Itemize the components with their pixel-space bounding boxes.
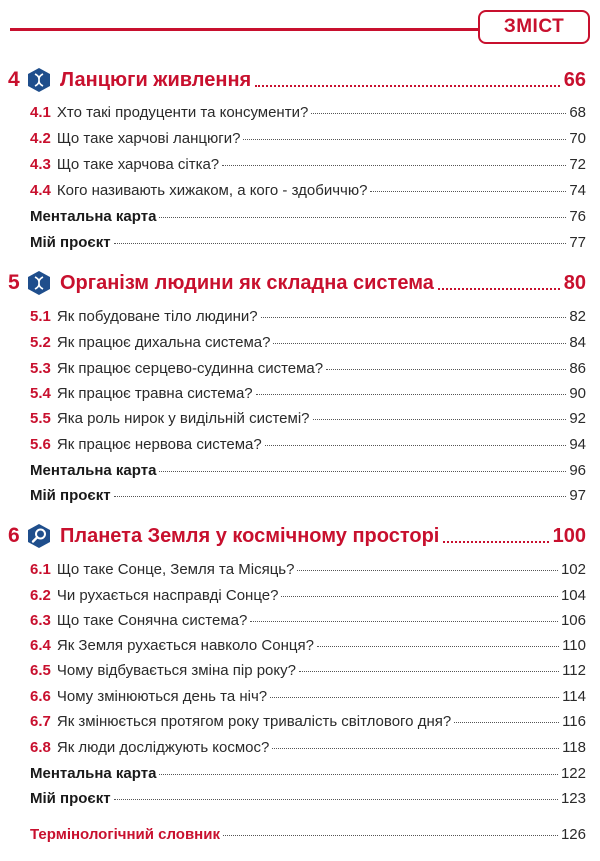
dot-leader (370, 191, 566, 192)
dot-leader (250, 621, 558, 622)
dot-leader (313, 419, 567, 420)
dot-leader (223, 835, 558, 836)
entry-code: 5.3 (30, 360, 51, 377)
dot-leader (159, 774, 558, 775)
entry-page: 122 (560, 765, 586, 782)
entry-page: 74 (569, 182, 586, 199)
entry-page: 110 (562, 637, 586, 654)
entry-page: 106 (560, 612, 586, 629)
toc-entry[interactable] (30, 739, 586, 761)
toc-entry-project[interactable] (30, 234, 586, 256)
entry-title: Що таке Сонце, Земля та Місяць? (56, 561, 295, 578)
toc-entry[interactable] (30, 156, 586, 178)
toc-entry[interactable] (30, 436, 586, 458)
entry-title: Хто такі продуценти та консументи? (56, 104, 309, 121)
entry-code: 6.6 (30, 688, 51, 705)
entry-title: Як побудоване тіло людини? (56, 308, 258, 325)
entry-page: 96 (569, 462, 586, 479)
entry-title: Що таке харчові ланцюги? (56, 130, 241, 147)
entry-page: 86 (569, 360, 586, 377)
toc-entry[interactable] (30, 713, 586, 735)
toc-entry[interactable] (30, 334, 586, 356)
dot-leader (255, 85, 560, 87)
dot-leader (438, 288, 560, 290)
entry-page: 114 (562, 688, 586, 705)
toc-entry-glossary[interactable] (30, 826, 586, 848)
chapter-number: 4 (8, 68, 20, 91)
toc-entry[interactable] (30, 410, 586, 432)
chapter-page: 80 (563, 271, 586, 294)
entry-title: Як працює серцево-судинна система? (56, 360, 324, 377)
entry-page: 77 (569, 234, 586, 251)
entry-code: 6.5 (30, 662, 51, 679)
magnifier-icon (26, 523, 52, 549)
dot-leader (261, 317, 567, 318)
toc-entry[interactable] (30, 688, 586, 710)
dot-leader (243, 139, 566, 140)
dot-leader (273, 343, 566, 344)
chapter-heading[interactable] (8, 268, 586, 298)
chapter-title: Планета Земля у космічному просторі (60, 524, 440, 547)
toc-entry[interactable] (30, 662, 586, 684)
dot-leader (281, 596, 558, 597)
dot-leader (443, 541, 548, 543)
entry-title: Як Земля рухається навколо Сонця? (56, 637, 314, 654)
entry-title: Ментальна карта (30, 208, 157, 225)
dot-leader (270, 697, 559, 698)
entry-title: Мій проєкт (30, 234, 111, 251)
glossary-title: Термінологічний словник (30, 826, 220, 843)
entry-page: 102 (560, 561, 586, 578)
entry-title: Ментальна карта (30, 462, 157, 479)
chapter-page: 66 (563, 68, 586, 91)
entry-page: 112 (562, 662, 586, 679)
dot-leader (222, 165, 566, 166)
toc-entry[interactable] (30, 104, 586, 126)
entry-page: 84 (569, 334, 586, 351)
toc-entry[interactable] (30, 637, 586, 659)
entry-page: 92 (569, 410, 586, 427)
contents-tab: ЗМІСТ (478, 10, 590, 44)
entry-title: Яка роль нирок у видільній системі? (56, 410, 310, 427)
toc-entry[interactable] (30, 612, 586, 634)
chapter-page: 100 (552, 524, 586, 547)
entry-page: 94 (569, 436, 586, 453)
chapter-number: 6 (8, 524, 20, 547)
glossary-page: 126 (560, 826, 586, 843)
dot-leader (311, 113, 566, 114)
header-rule (10, 28, 478, 31)
dot-leader (114, 243, 567, 244)
chapter-number: 5 (8, 271, 20, 294)
chapter-title: Ланцюги живлення (60, 68, 252, 91)
entry-page: 97 (569, 487, 586, 504)
entry-page: 118 (562, 739, 586, 756)
toc-entry[interactable] (30, 561, 586, 583)
toc-entry-project[interactable] (30, 790, 586, 812)
dot-leader (326, 369, 566, 370)
toc-entry-mental-map[interactable] (30, 765, 586, 787)
entry-title: Як працює дихальна система? (56, 334, 271, 351)
dna-icon (26, 67, 52, 93)
dot-leader (272, 748, 559, 749)
entry-title: Чому змінюються день та ніч? (56, 688, 268, 705)
chapter-heading[interactable] (8, 65, 586, 95)
toc-entry[interactable] (30, 182, 586, 204)
entry-page: 82 (569, 308, 586, 325)
entry-title: Чому відбувається зміна пір року? (56, 662, 296, 679)
dot-leader (265, 445, 567, 446)
entry-page: 76 (569, 208, 586, 225)
entry-title: Що таке Сонячна система? (56, 612, 248, 629)
entry-page: 70 (569, 130, 586, 147)
entry-code: 6.3 (30, 612, 51, 629)
entry-title: Мій проєкт (30, 790, 111, 807)
dot-leader (159, 471, 566, 472)
entry-code: 6.1 (30, 561, 51, 578)
entry-code: 4.4 (30, 182, 51, 199)
dot-leader (297, 570, 558, 571)
entry-title: Що таке харчова сітка? (56, 156, 220, 173)
entry-code: 5.2 (30, 334, 51, 351)
dot-leader (114, 799, 558, 800)
chapter-heading[interactable] (8, 521, 586, 551)
toc-entry-mental-map[interactable] (30, 462, 586, 484)
entry-code: 5.4 (30, 385, 51, 402)
entry-title: Як працює нервова система? (56, 436, 262, 453)
dot-leader (159, 217, 566, 218)
entry-code: 5.1 (30, 308, 51, 325)
entry-title: Як люди досліджують космос? (56, 739, 270, 756)
entry-code: 5.6 (30, 436, 51, 453)
entry-code: 6.2 (30, 587, 51, 604)
entry-code: 5.5 (30, 410, 51, 427)
entry-page: 123 (560, 790, 586, 807)
toc-entry[interactable] (30, 385, 586, 407)
dot-leader (114, 496, 567, 497)
entry-code: 6.4 (30, 637, 51, 654)
dot-leader (256, 394, 567, 395)
entry-title: Чи рухається насправді Сонце? (56, 587, 279, 604)
entry-code: 6.8 (30, 739, 51, 756)
entry-page: 72 (569, 156, 586, 173)
entry-page: 116 (562, 713, 586, 730)
dot-leader (317, 646, 559, 647)
entry-title: Кого називають хижаком, а кого - здобиччю? (56, 182, 368, 199)
entry-page: 90 (569, 385, 586, 402)
entry-title: Ментальна карта (30, 765, 157, 782)
toc-entry[interactable] (30, 308, 586, 330)
toc-entry-mental-map[interactable] (30, 208, 586, 230)
chapter-title: Організм людини як складна система (60, 271, 434, 294)
dot-leader (299, 671, 559, 672)
toc-entry-project[interactable] (30, 487, 586, 509)
entry-title: Як працює травна система? (56, 385, 253, 402)
toc-entry[interactable] (30, 130, 586, 152)
entry-page: 104 (560, 587, 586, 604)
entry-title: Мій проєкт (30, 487, 111, 504)
toc-entry[interactable] (30, 587, 586, 609)
dna-icon (26, 270, 52, 296)
entry-code: 4.3 (30, 156, 51, 173)
toc-entry[interactable] (30, 360, 586, 382)
entry-code: 4.1 (30, 104, 51, 121)
entry-code: 6.7 (30, 713, 51, 730)
entry-code: 4.2 (30, 130, 51, 147)
dot-leader (454, 722, 559, 723)
entry-page: 68 (569, 104, 586, 121)
entry-title: Як змінюється протягом року тривалість світлового дня? (56, 713, 452, 730)
